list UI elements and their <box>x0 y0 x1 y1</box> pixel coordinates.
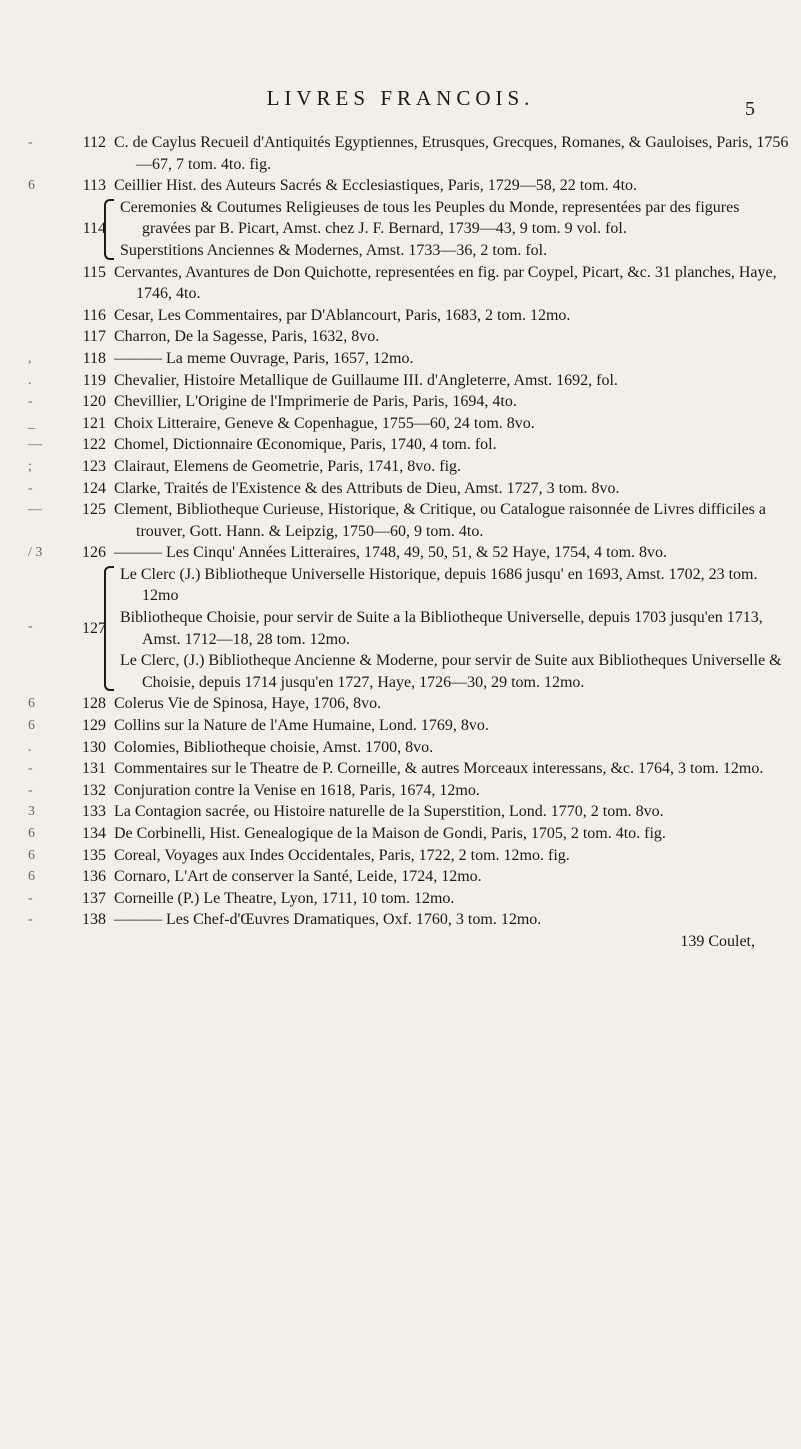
margin-annotation: 6 <box>28 718 35 734</box>
margin-annotation: ; <box>28 458 32 474</box>
catalogue-entry <box>0 326 801 348</box>
entry-number: 131 <box>82 760 106 778</box>
entry-number: 134 <box>82 825 106 842</box>
catalogue-entry <box>0 715 801 737</box>
catalogue-entry-text: Corneille (P.) Le Theatre, Lyon, 1711, 10 tom. 12mo. <box>114 889 455 907</box>
catalogue-entry-text: ——— Les Chef-d'Œuvres Dramatiques, Oxf. 1760, 3 tom. 12mo. <box>114 911 542 929</box>
catalogue-entry-text: Chevalier, Histoire Metallique de Guillaume III. d'Angleterre, Amst. 1692, fol. <box>114 371 618 389</box>
entry-number: 118 <box>82 349 106 367</box>
page-number: 5 <box>745 98 755 120</box>
margin-annotation: - <box>28 912 33 928</box>
margin-annotation: 6 <box>28 826 35 841</box>
catalogue-entry-text: Charron, De la Sagesse, Paris, 1632, 8vo. <box>114 328 380 346</box>
entry-number: 125 <box>82 501 106 519</box>
entry-number: 120 <box>82 393 106 411</box>
entry-number: 121 <box>82 414 106 432</box>
catalogue-entry-text: Chevillier, L'Origine de l'Imprimerie de Paris, Paris, 1694, 4to. <box>114 393 517 411</box>
catalogue-entry <box>0 262 801 305</box>
entry-number: 116 <box>82 306 106 324</box>
catalogue-entry <box>0 370 801 392</box>
catalogue-entry <box>0 391 801 413</box>
margin-annotation: - <box>28 890 33 906</box>
entry-number: 126 <box>82 544 106 562</box>
margin-annotation: - <box>28 761 33 777</box>
entry-number: 114 <box>82 220 106 238</box>
margin-annotation: , <box>28 350 32 366</box>
entry-number: 112 <box>82 134 106 151</box>
entry-number: 124 <box>82 479 106 497</box>
margin-annotation: - <box>28 135 33 150</box>
catalogue-entry-text: Choix Litteraire, Geneve & Copenhague, 1755—60, 24 tom. 8vo. <box>114 414 535 432</box>
catalogue-entry-text: Clement, Bibliotheque Curieuse, Historique, & Critique, ou Catalogue raisonnée de Livres difficiles a trouver, Gott. Hann. & Leipzig, 1750—60, 9 tom. 4to. <box>114 501 766 540</box>
entry-number: 130 <box>82 738 106 756</box>
catalogue-entry-group <box>0 197 801 262</box>
catalogue-entry <box>0 758 801 780</box>
entry-number: 132 <box>82 781 106 799</box>
catalogue-entry-text: ——— Les Cinqu' Années Litteraires, 1748, 49, 50, 51, & 52 Haye, 1754, 4 tom. 8vo. <box>114 544 668 562</box>
entry-number: 117 <box>82 328 106 346</box>
catchword: 139 Coulet, <box>680 932 755 950</box>
catalogue-entry-text: Cervantes, Avantures de Don Quichotte, representées en fig. par Coypel, Picart, &c. 31 planches, Haye, 1746, 4to. <box>114 263 777 303</box>
entry-number: 136 <box>82 868 106 886</box>
catalogue-entry-group <box>0 564 801 694</box>
catalogue-entry <box>0 888 801 910</box>
catalogue-entry <box>0 693 801 715</box>
catalogue-entry <box>0 780 801 802</box>
catalogue-entry <box>0 305 801 327</box>
margin-annotation: 3 <box>28 804 35 820</box>
entry-number: 123 <box>82 457 106 475</box>
catalogue-entry <box>0 434 801 456</box>
entry-number: 128 <box>82 695 106 713</box>
catalogue-entry-text: Conjuration contre la Venise en 1618, Paris, 1674, 12mo. <box>114 781 480 799</box>
margin-annotation: 6 <box>28 696 35 712</box>
margin-annotation: - <box>28 480 33 496</box>
catalogue-entry-text: Bibliotheque Choisie, pour servir de Suite a la Bibliotheque Universelle, depuis 1703 jusqu'en 1713, Amst. 1712—18, 28 tom. 12mo. <box>120 609 763 648</box>
catalogue-entry <box>0 909 801 931</box>
margin-annotation: — <box>28 437 42 453</box>
entry-number: 113 <box>82 177 106 195</box>
catalogue-entry-text: ——— La meme Ouvrage, Paris, 1657, 12mo. <box>114 349 414 367</box>
catalogue-entry <box>0 866 801 888</box>
catalogue-entry <box>0 801 801 823</box>
catalogue-entry-text: Superstitions Anciennes & Modernes, Amst. 1733—36, 2 tom. fol. <box>120 241 548 259</box>
catalogue-entry-text: Ceremonies & Coutumes Religieuses de tous les Peuples du Monde, representées par des figures gravées par B. Picart, Amst. chez J. F. Bernard, 1739—43, 9 tom. 9 vol. fol. <box>120 198 740 238</box>
margin-annotation: . <box>28 739 32 755</box>
catalogue-entry-text: La Contagion sacrée, ou Histoire naturelle de la Superstition, Lond. 1770, 2 tom. 8vo. <box>114 803 664 821</box>
catalogue-entry-text: Commentaires sur le Theatre de P. Corneille, & autres Morceaux interessans, &c. 1764, 3 tom. 12mo. <box>114 760 764 778</box>
entry-number: 137 <box>82 889 106 907</box>
catalogue-entry-text: Le Clerc, (J.) Bibliotheque Ancienne & Moderne, pour servir de Suite aux Bibliotheques Universelle & Choisie, depuis 1714 jusqu'en 1727, Haye, 1726—30, 29 tom. 12mo. <box>120 652 782 691</box>
catalogue-entry-text: Colomies, Bibliotheque choisie, Amst. 1700, 8vo. <box>114 738 434 756</box>
catalogue-entry-text: Cornaro, L'Art de conserver la Santé, Leide, 1724, 12mo. <box>114 868 482 886</box>
catalogue-entry-text: Chomel, Dictionnaire Œconomique, Paris, 1740, 4 tom. fol. <box>114 436 497 454</box>
catalogue-entry <box>0 737 801 759</box>
margin-annotation: - <box>28 618 33 634</box>
margin-annotation: 6 <box>28 178 35 194</box>
catalogue-entry-text: De Corbinelli, Hist. Genealogique de la Maison de Gondi, Paris, 1705, 2 tom. 4to. fig. <box>114 825 666 842</box>
running-header: LIVRES FRANCOIS. <box>266 86 535 110</box>
catalogue-entry <box>0 542 801 564</box>
entry-number: 138 <box>82 911 106 929</box>
catalogue-entry-text: Clairaut, Elemens de Geometrie, Paris, 1741, 8vo. fig. <box>114 457 462 475</box>
catalogue-entry <box>0 175 801 197</box>
entry-number: 127 <box>82 619 106 637</box>
catalogue-entry-text: Collins sur la Nature de l'Ame Humaine, Lond. 1769, 8vo. <box>114 717 489 735</box>
margin-annotation: - <box>28 782 33 798</box>
catalogue-entry-text: C. de Caylus Recueil d'Antiquités Egyptiennes, Etrusques, Grecques, Romanes, & Gauloises, Paris, 1756—67, 7 tom. 4to. fig. <box>114 134 789 173</box>
entry-number: 115 <box>82 263 106 281</box>
catalogue-entry <box>0 478 801 500</box>
entry-number: 135 <box>82 846 106 864</box>
margin-annotation: - <box>28 394 33 410</box>
catalogue-entry-text: Coreal, Voyages aux Indes Occidentales, Paris, 1722, 2 tom. 12mo. fig. <box>114 846 570 864</box>
catalogue-entry <box>0 132 801 175</box>
entry-number: 119 <box>82 371 106 389</box>
margin-annotation: _ <box>28 415 35 431</box>
margin-annotation: 6 <box>28 869 35 885</box>
entry-number: 129 <box>82 717 106 735</box>
catalogue-entry <box>0 348 801 370</box>
catalogue-entry <box>0 413 801 435</box>
catalogue-entry-text: Cesar, Les Commentaires, par D'Ablancourt, Paris, 1683, 2 tom. 12mo. <box>114 306 571 324</box>
margin-annotation: 6 <box>28 847 35 863</box>
margin-annotation: . <box>28 372 32 388</box>
entry-number: 133 <box>82 803 106 821</box>
catalogue-entry <box>0 845 801 867</box>
margin-annotation: / 3 <box>28 545 43 561</box>
catalogue-entry-text: Le Clerc (J.) Bibliotheque Universelle Historique, depuis 1686 jusqu' en 1693, Amst. 1702, 23 tom. 12mo <box>120 565 758 605</box>
catalogue-entry-text: Clarke, Traités de l'Existence & des Attributs de Dieu, Amst. 1727, 3 tom. 8vo. <box>114 479 620 497</box>
catalogue-entry-text: Colerus Vie de Spinosa, Haye, 1706, 8vo. <box>114 695 382 713</box>
margin-annotation: — <box>28 502 42 518</box>
catalogue-entry <box>0 823 801 845</box>
catalogue-entry <box>0 499 801 542</box>
catalogue-entry-text: Ceillier Hist. des Auteurs Sacrés & Ecclesiastiques, Paris, 1729—58, 22 tom. 4to. <box>114 177 638 195</box>
entry-list <box>0 132 801 953</box>
catalogue-entry <box>0 456 801 478</box>
entry-number: 122 <box>82 436 106 454</box>
